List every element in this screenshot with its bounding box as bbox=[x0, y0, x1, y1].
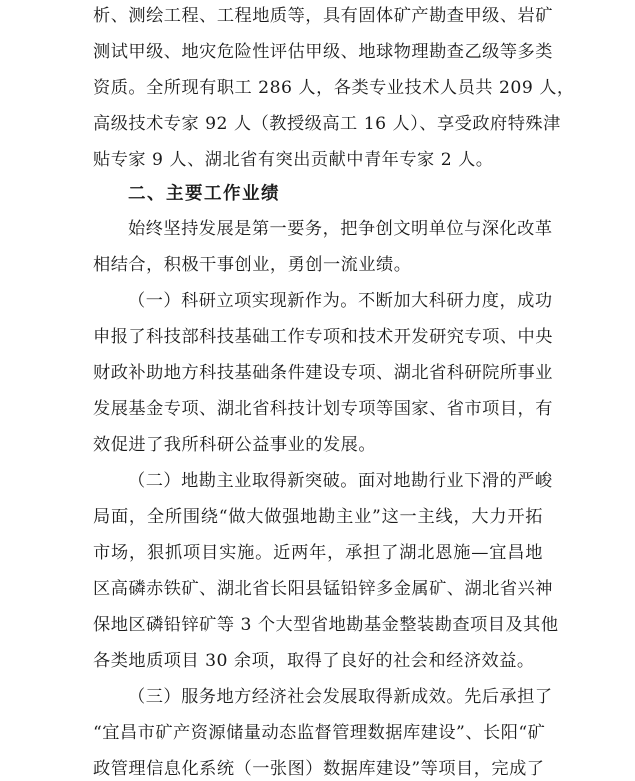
para3-line-4: 区高磷赤铁矿、湖北省长阳县锰铅锌多金属矿、湖北省兴神 bbox=[93, 579, 553, 599]
para4-line-2: “宜昌市矿产资源储量动态监督管理数据库建设”、长阳“矿 bbox=[93, 723, 546, 743]
para2-line-2: 申报了科技部科技基础工作专项和技术开发研究专项、中央 bbox=[93, 327, 553, 347]
para2-line-5: 效促进了我所科研公益事业的发展。 bbox=[93, 435, 377, 455]
para3-line-5: 保地区磷铅锌矿等 3 个大型省地勘基金整装勘查项目及其他 bbox=[93, 615, 559, 635]
para3-line-2: 局面，全所围绕“做大做强地勘主业”这一主线，大力开拓 bbox=[93, 507, 543, 527]
para1-line-2: 相结合，积极干事创业，勇创一流业绩。 bbox=[93, 255, 412, 275]
section-heading: 二、主要工作业绩 bbox=[128, 184, 280, 204]
para2-line-4: 发展基金专项、湖北省科技计划专项等国家、省市项目，有 bbox=[93, 399, 553, 419]
intro-line-2: 测试甲级、地灾危险性评估甲级、地球物理勘查乙级等多类 bbox=[93, 42, 553, 62]
para4-line-1: （三）服务地方经济社会发展取得新成效。先后承担了 bbox=[128, 687, 553, 707]
para3-line-6: 各类地质项目 30 余项，取得了良好的社会和经济效益。 bbox=[93, 651, 535, 671]
para2-line-1: （一）科研立项实现新作为。不断加大科研力度，成功 bbox=[128, 291, 553, 311]
para1-line-1: 始终坚持发展是第一要务，把争创文明单位与深化改革 bbox=[128, 219, 553, 239]
intro-line-5: 贴专家 9 人、湖北省有突出贡献中青年专家 2 人。 bbox=[93, 150, 494, 170]
para2-line-3: 财政补助地方科技基础条件建设专项、湖北省科研院所事业 bbox=[93, 363, 553, 383]
para3-line-1: （二）地勘主业取得新突破。面对地勘行业下滑的严峻 bbox=[128, 471, 553, 491]
intro-line-3: 资质。全所现有职工 286 人，各类专业技术人员共 209 人， bbox=[93, 78, 575, 98]
para3-line-3: 市场，狠抓项目实施。近两年，承担了湖北恩施—宜昌地 bbox=[93, 543, 543, 563]
para4-line-3: 政管理信息化系统（一张图）数据库建设”等项目，完成了 bbox=[93, 759, 545, 779]
intro-line-1: 析、测绘工程、工程地质等，具有固体矿产勘查甲级、岩矿 bbox=[93, 6, 553, 26]
intro-line-4: 高级技术专家 92 人（教授级高工 16 人）、享受政府特殊津 bbox=[93, 114, 561, 134]
